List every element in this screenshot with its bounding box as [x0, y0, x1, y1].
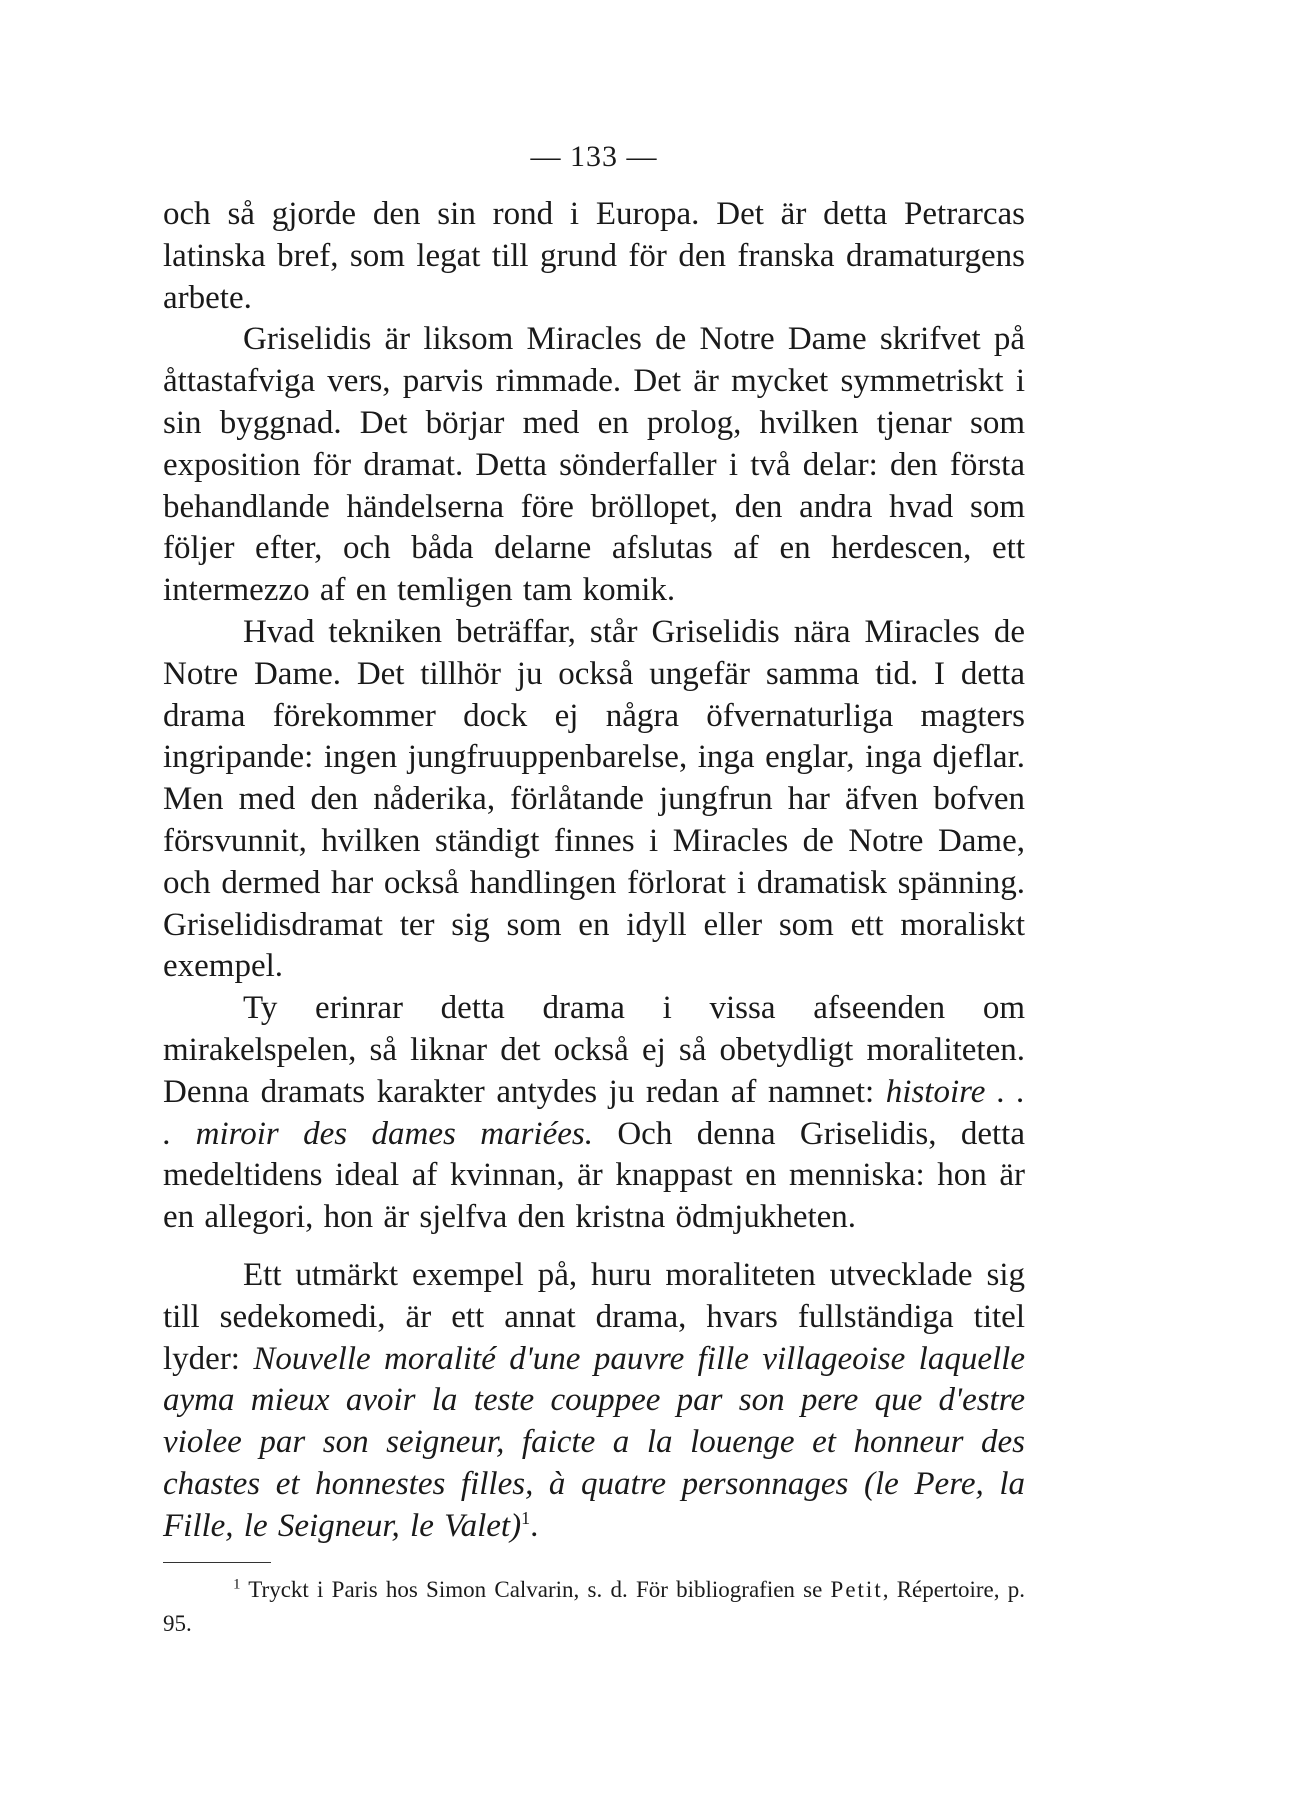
footnote-divider	[163, 1562, 271, 1563]
paragraph-4-italic-title: histoire . . . miroir des dames mariées.	[163, 1073, 1025, 1152]
paragraph-4	[163, 988, 1025, 1239]
footnote-text: Tryckt i Paris hos Simon Calvarin, s. d. För bibliografien se	[240, 1576, 831, 1602]
footnote-reference: 1	[521, 1507, 531, 1528]
paragraph-2: Griselidis är liksom Miracles de Notre Dame skrifvet på åttastafviga vers, parvis rimmade. Det är mycket symmetriskt i sin byggnad. Det börjar med en prolog, hvilken tjenar som exposition för dramat. Detta sönderfaller i två delar: den första behandlande händelserna före bröllopet, den andra hvad som följer efter, och båda delarne afslutas af en herdescen, ett intermezzo af en temligen tam komik.	[163, 321, 1025, 609]
paragraph-3: Hvad tekniken beträffar, står Griselidis nära Miracles de Notre Dame. Det tillhör ju också ungefär samma tid. I detta drama förekommer dock ej några öfvernaturliga magters ingripande: ingen jungfruuppenbarelse, inga englar, inga djeflar. Men med den nåderika, förlåtande jungfrun har äfven bofven försvunnit, hvilken ständigt finnes i Miracles de Notre Dame, och dermed har också handlingen förlorat i dramatisk spänning. Griselidisdramat ter sig som en idyll eller som ett moraliskt exempel.	[163, 613, 1025, 985]
footnote-author: Petit	[830, 1576, 883, 1602]
paragraph-4-text: Ty erinrar detta drama i vissa afseenden om mirakelspelen, så liknar det också ej så obetydligt moraliteten. Denna dramats karakter antydes ju redan af namnet:	[163, 990, 1025, 1110]
paragraph-5-text: Ett utmärkt exempel på, huru moraliteten utvecklade sig till sedekomedi, är ett annat drama, hvars fullständiga titel lyder:	[163, 1256, 1025, 1377]
paragraph-5-text-end: .	[530, 1507, 539, 1544]
book-page	[163, 118, 1025, 1641]
page-number: — 133 —	[530, 140, 658, 173]
paragraph-4-text-end: Och denna Griselidis, detta medeltidens ideal af kvinnan, är knappast en menniska: hon är en allegori, hon är sjelfva den kristna ödmjukheten.	[163, 1115, 1025, 1236]
footnote-mark: 1	[233, 1575, 241, 1592]
paragraph-5	[163, 1255, 1025, 1548]
footnote	[163, 1573, 1025, 1641]
paragraph-1: och så gjorde den sin rond i Europa. Det är detta Petrarcas latinska bref, som legat till grund för den franska dramaturgens arbete.	[163, 196, 1025, 316]
footnote-text-end: , Répertoire, p. 95.	[163, 1576, 1025, 1636]
paragraph-5-italic-title: Nouvelle moralité d'une pauvre fille villageoise laquelle ayma mieux avoir la teste couppee par son pere que d'estre violee par son seigneur, faicte a la louenge et honneur des chastes et honnestes filles, à quatre personnages (le Pere, la Fille, le Seigneur, le Valet)	[163, 1340, 1025, 1544]
